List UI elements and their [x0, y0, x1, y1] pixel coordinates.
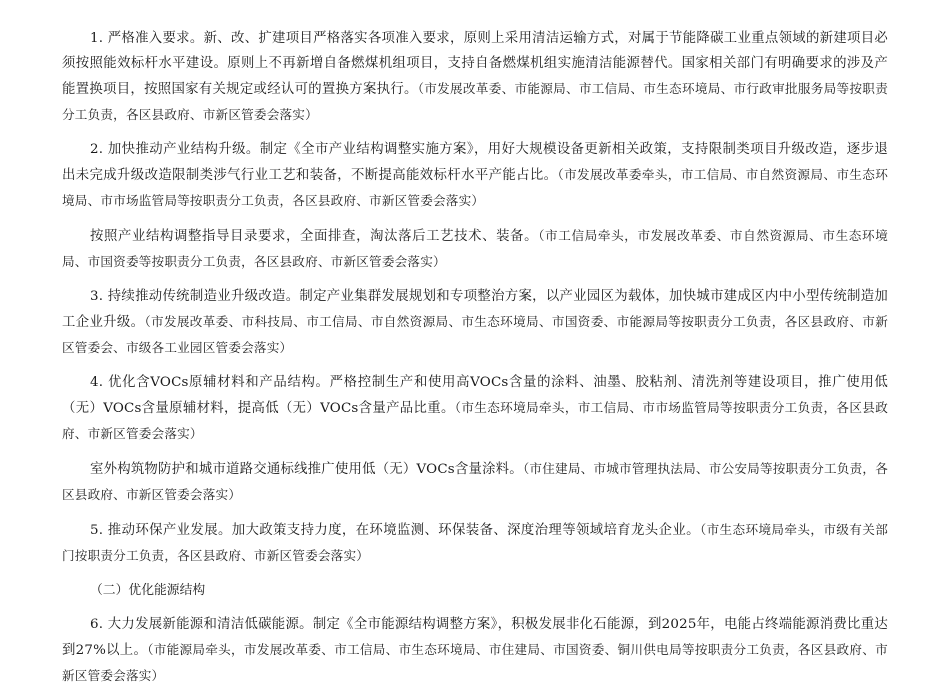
paragraph-text: 3. 持续推动传统制造业升级改造。制定产业集群发展规划和专项整治方案，以产业园区为载体，加快城市建成区内中小型传统制造加工企业升级。: [62, 289, 888, 330]
section-heading: （二）优化能源结构: [90, 583, 206, 598]
paragraph-text: 4. 优化含VOCs原辅材料和产品结构。严格控制生产和使用高VOCs含量的涂料、油墨、胶粘剂、清洗剂等建设项目，推广使用低（无）VOCs含量原辅材料，提高低（无）VOCs含量产品比重。: [62, 375, 888, 416]
paragraph-6: [62, 612, 888, 689]
responsibility-note: （市生态环境局牵头，市级有关部门按职责分工负责，各区县政府、市新区管委会落实）: [62, 522, 888, 563]
responsibility-note: （市工信局牵头，市发展改革委、市自然资源局、市生态环境局、市国资委等按职责分工负责，各区县政府、市新区管委会落实）: [62, 228, 888, 269]
responsibility-note: （市发展改革委牵头，市工信局、市自然资源局、市生态环境局、市市场监管局等按职责分工负责，各区县政府、市新区管委会落实）: [62, 167, 889, 208]
paragraph-1: [62, 26, 888, 128]
paragraph-text: 1. 严格准入要求。新、改、扩建项目严格落实各项准入要求，原则上采用清洁运输方式，对属于节能降碳工业重点领域的新建项目必须按照能效标杆水平建设。原则上不再新增自备燃煤机组项目，支持自备燃煤机组实施清洁能源替代。国家相关部门有明确要求的涉及产能置换项目，按照国家有关规定或经认可的置换方案执行。: [62, 31, 888, 97]
paragraph-text: 6. 大力发展新能源和清洁低碳能源。制定《全市能源结构调整方案》，积极发展非化石能源，到2025年，电能占终端能源消费比重达到27%以上。: [62, 617, 888, 658]
paragraph-4: [62, 370, 888, 447]
paragraph-2-sub: [62, 223, 888, 275]
responsibility-note: （市生态环境局牵头，市工信局、市市场监管局等按职责分工负责，各区县政府、市新区管委会落实）: [62, 400, 888, 441]
responsibility-note: （市能源局牵头，市发展改革委、市工信局、市生态环境局、市住建局、市国资委、铜川供电局等按职责分工负责，各区县政府、市新区管委会落实）: [62, 642, 888, 683]
paragraph-2: [62, 137, 888, 214]
paragraph-text: 5. 推动环保产业发展。加大政策支持力度，在环境监测、环保装备、深度治理等领域培育龙头企业。: [90, 523, 700, 538]
responsibility-note: （市住建局、市城市管理执法局、市公安局等按职责分工负责，各区县政府、市新区管委会落实）: [62, 461, 889, 502]
responsibility-note: （市发展改革委、市能源局、市工信局、市生态环境局、市行政审批服务局等按职责分工负责，各区县政府、市新区管委会落实）: [62, 81, 888, 122]
document-body: [62, 26, 888, 698]
responsibility-note: （市发展改革委、市科技局、市工信局、市自然资源局、市生态环境局、市国资委、市能源局等按职责分工负责，各区县政府、市新区管委会、市级各工业园区管委会落实）: [62, 314, 888, 355]
paragraph-5: [62, 517, 888, 569]
paragraph-text: 室外构筑物防护和城市道路交通标线推广使用低（无）VOCs含量涂料。: [90, 462, 523, 477]
paragraph-3: [62, 284, 888, 361]
paragraph-4-sub: [62, 456, 888, 508]
paragraph-text: 按照产业结构调整指导目录要求，全面排查，淘汰落后工艺技术、装备。: [90, 229, 539, 244]
paragraph-text: 2. 加快推动产业结构升级。制定《全市产业结构调整实施方案》，用好大规模设备更新相关政策，支持限制类项目升级改造，逐步退出未完成升级改造限制类涉气行业工艺和装备，不断提高能效标杆水平产能占比。: [62, 142, 888, 183]
